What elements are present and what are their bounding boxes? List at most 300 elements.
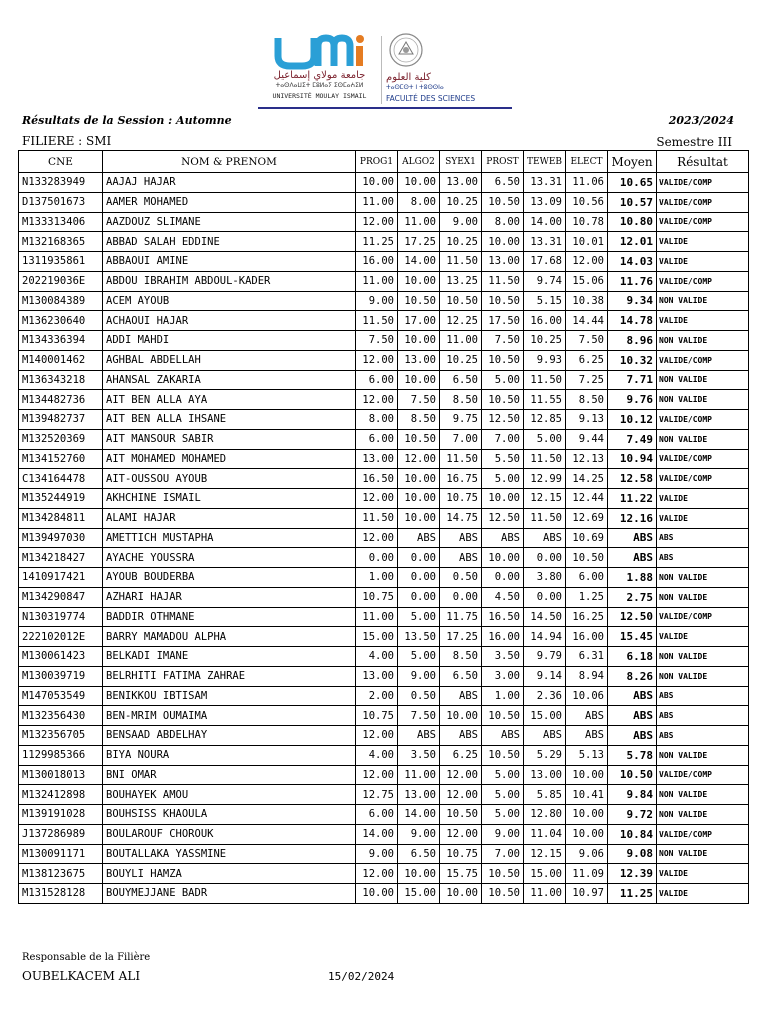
teweb-cell: 12.99 — [524, 469, 566, 489]
teweb-cell: 11.50 — [524, 508, 566, 528]
university-name-tifinagh: ⵜⴰⵙⴷⴰⵡⵉⵜ ⵎⵓⵍⴰⵢ ⵉⵙⵎⴰⵄⵉⵍ — [275, 82, 364, 89]
cne-cell: M136343218 — [19, 370, 103, 390]
algo2-cell: 10.00 — [398, 489, 440, 509]
elect-cell: 16.25 — [566, 607, 608, 627]
elect-cell: 10.78 — [566, 212, 608, 232]
name-cell: AAMER MOHAMED — [103, 192, 356, 212]
resultat-cell: VALIDE/COMP — [657, 824, 749, 844]
algo2-cell: 0.50 — [398, 686, 440, 706]
prost-cell: 3.00 — [482, 666, 524, 686]
elect-cell: 9.13 — [566, 410, 608, 430]
syex1-cell: 11.00 — [440, 331, 482, 351]
prost-cell: 10.50 — [482, 350, 524, 370]
elect-cell: 8.50 — [566, 390, 608, 410]
algo2-cell: 11.00 — [398, 212, 440, 232]
moyen-cell: 12.01 — [608, 232, 657, 252]
cne-cell: 202219036E — [19, 271, 103, 291]
col-header-cne: CNE — [19, 151, 103, 173]
footer-date: 15/02/2024 — [328, 970, 395, 983]
name-cell: ABBAOUI AMINE — [103, 252, 356, 272]
teweb-cell: 10.25 — [524, 331, 566, 351]
syex1-cell: 13.25 — [440, 271, 482, 291]
elect-cell: 10.69 — [566, 528, 608, 548]
algo2-cell: 15.00 — [398, 884, 440, 904]
faculty-name-tifinagh: ⵜⴰⵙⵎⵙⵜ ⵏ ⵜⵓⵙⵙⵏⴰ — [386, 84, 444, 91]
resultat-cell: VALIDE/COMP — [657, 449, 749, 469]
name-cell: BEN-MRIM OUMAIMA — [103, 706, 356, 726]
teweb-cell: 9.93 — [524, 350, 566, 370]
table-row — [19, 864, 749, 884]
algo2-cell: ABS — [398, 726, 440, 746]
name-cell: BADDIR OTHMANE — [103, 607, 356, 627]
name-cell: BIYA NOURA — [103, 745, 356, 765]
algo2-cell: 7.50 — [398, 706, 440, 726]
moyen-cell: 11.76 — [608, 271, 657, 291]
name-cell: AHANSAL ZAKARIA — [103, 370, 356, 390]
prog1-cell: 12.00 — [356, 212, 398, 232]
teweb-cell: 13.09 — [524, 192, 566, 212]
table-row — [19, 528, 749, 548]
resultat-cell: NON VALIDE — [657, 666, 749, 686]
name-cell: BOUHAYEK AMOU — [103, 785, 356, 805]
syex1-cell: ABS — [440, 726, 482, 746]
elect-cell: 10.00 — [566, 765, 608, 785]
syex1-cell: 7.00 — [440, 429, 482, 449]
algo2-cell: 5.00 — [398, 647, 440, 667]
teweb-cell: 14.94 — [524, 627, 566, 647]
name-cell: AKHCHINE ISMAIL — [103, 489, 356, 509]
teweb-cell: 11.00 — [524, 884, 566, 904]
syex1-cell: 6.50 — [440, 370, 482, 390]
table-row — [19, 647, 749, 667]
prog1-cell: 11.50 — [356, 311, 398, 331]
elect-cell: 10.56 — [566, 192, 608, 212]
name-cell: BOUYMEJJANE BADR — [103, 884, 356, 904]
name-cell: BENIKKOU IBTISAM — [103, 686, 356, 706]
name-cell: AIT BEN ALLA AYA — [103, 390, 356, 410]
table-row — [19, 232, 749, 252]
moyen-cell: 10.80 — [608, 212, 657, 232]
prog1-cell: 12.00 — [356, 489, 398, 509]
filiere-label: FILIERE : SMI — [22, 134, 112, 148]
table-row — [19, 726, 749, 746]
moyen-cell: 14.78 — [608, 311, 657, 331]
table-row — [19, 844, 749, 864]
resultat-cell: VALIDE — [657, 232, 749, 252]
table-row — [19, 884, 749, 904]
teweb-cell: 9.14 — [524, 666, 566, 686]
moyen-cell: 5.78 — [608, 745, 657, 765]
resultat-cell: VALIDE — [657, 884, 749, 904]
prog1-cell: 12.00 — [356, 726, 398, 746]
syex1-cell: 10.00 — [440, 884, 482, 904]
elect-cell: 9.44 — [566, 429, 608, 449]
name-cell: AGHBAL ABDELLAH — [103, 350, 356, 370]
table-row — [19, 192, 749, 212]
prog1-cell: 10.75 — [356, 587, 398, 607]
resultat-cell: VALIDE — [657, 311, 749, 331]
elect-cell: 1.25 — [566, 587, 608, 607]
cne-cell: M147053549 — [19, 686, 103, 706]
cne-cell: M132356430 — [19, 706, 103, 726]
resultat-cell: VALIDE/COMP — [657, 350, 749, 370]
moyen-cell: ABS — [608, 548, 657, 568]
moyen-cell: 9.08 — [608, 844, 657, 864]
prost-cell: 16.00 — [482, 627, 524, 647]
cne-cell: M134336394 — [19, 331, 103, 351]
teweb-cell: 16.00 — [524, 311, 566, 331]
teweb-cell: 17.68 — [524, 252, 566, 272]
cne-cell: M130091171 — [19, 844, 103, 864]
table-row — [19, 271, 749, 291]
resultat-cell: VALIDE/COMP — [657, 607, 749, 627]
cne-cell: M134152760 — [19, 449, 103, 469]
cne-cell: M139482737 — [19, 410, 103, 430]
algo2-cell: 14.00 — [398, 252, 440, 272]
resultat-cell: NON VALIDE — [657, 587, 749, 607]
col-header-elect: ELECT — [566, 151, 608, 173]
table-row — [19, 568, 749, 588]
prost-cell: 4.50 — [482, 587, 524, 607]
name-cell: AZHARI HAJAR — [103, 587, 356, 607]
name-cell: BOULAROUF CHOROUK — [103, 824, 356, 844]
algo2-cell: 0.00 — [398, 568, 440, 588]
name-cell: BELKADI IMANE — [103, 647, 356, 667]
prog1-cell: 9.00 — [356, 844, 398, 864]
elect-cell: 14.44 — [566, 311, 608, 331]
table-row — [19, 331, 749, 351]
algo2-cell: 0.00 — [398, 587, 440, 607]
algo2-cell: 12.00 — [398, 449, 440, 469]
elect-cell: 10.50 — [566, 548, 608, 568]
prost-cell: 10.50 — [482, 884, 524, 904]
prog1-cell: 12.00 — [356, 350, 398, 370]
syex1-cell: 10.25 — [440, 350, 482, 370]
prog1-cell: 6.00 — [356, 370, 398, 390]
teweb-cell: 11.50 — [524, 449, 566, 469]
prost-cell: 12.50 — [482, 410, 524, 430]
elect-cell: ABS — [566, 726, 608, 746]
algo2-cell: 10.00 — [398, 469, 440, 489]
elect-cell: 12.69 — [566, 508, 608, 528]
elect-cell: 9.06 — [566, 844, 608, 864]
table-row — [19, 745, 749, 765]
prog1-cell: 2.00 — [356, 686, 398, 706]
cne-cell: 1311935861 — [19, 252, 103, 272]
prost-cell: 10.50 — [482, 390, 524, 410]
table-row — [19, 785, 749, 805]
teweb-cell: 11.55 — [524, 390, 566, 410]
cne-cell: 1129985366 — [19, 745, 103, 765]
prog1-cell: 7.50 — [356, 331, 398, 351]
prog1-cell: 6.00 — [356, 805, 398, 825]
table-row — [19, 252, 749, 272]
table-row — [19, 291, 749, 311]
name-cell: AIT MANSOUR SABIR — [103, 429, 356, 449]
cne-cell: M132412898 — [19, 785, 103, 805]
name-cell: AIT MOHAMED MOHAMED — [103, 449, 356, 469]
algo2-cell: 11.00 — [398, 765, 440, 785]
resultat-cell: ABS — [657, 726, 749, 746]
prost-cell: 5.00 — [482, 805, 524, 825]
semestre-label: Semestre III — [656, 135, 732, 149]
elect-cell: 10.01 — [566, 232, 608, 252]
syex1-cell: 12.00 — [440, 824, 482, 844]
teweb-cell: 9.79 — [524, 647, 566, 667]
moyen-cell: 12.50 — [608, 607, 657, 627]
prog1-cell: 16.00 — [356, 252, 398, 272]
prog1-cell: 13.00 — [356, 666, 398, 686]
table-row — [19, 370, 749, 390]
moyen-cell: 15.45 — [608, 627, 657, 647]
algo2-cell: 17.00 — [398, 311, 440, 331]
prost-cell: 5.00 — [482, 765, 524, 785]
elect-cell: 14.25 — [566, 469, 608, 489]
name-cell: AAZDOUZ SLIMANE — [103, 212, 356, 232]
prost-cell: 10.50 — [482, 291, 524, 311]
name-cell: AIT-OUSSOU AYOUB — [103, 469, 356, 489]
elect-cell: 10.41 — [566, 785, 608, 805]
table-row — [19, 607, 749, 627]
prog1-cell: 13.00 — [356, 449, 398, 469]
resultat-cell: NON VALIDE — [657, 370, 749, 390]
elect-cell: 10.00 — [566, 824, 608, 844]
syex1-cell: 10.75 — [440, 844, 482, 864]
prost-cell: 12.50 — [482, 508, 524, 528]
table-row — [19, 429, 749, 449]
syex1-cell: 10.25 — [440, 192, 482, 212]
resultat-cell: ABS — [657, 528, 749, 548]
resultat-cell: ABS — [657, 706, 749, 726]
cne-cell: 1410917421 — [19, 568, 103, 588]
moyen-cell: 10.84 — [608, 824, 657, 844]
cne-cell: M130061423 — [19, 647, 103, 667]
cne-cell: N133283949 — [19, 173, 103, 193]
algo2-cell: 10.50 — [398, 291, 440, 311]
prog1-cell: 11.00 — [356, 607, 398, 627]
syex1-cell: 16.75 — [440, 469, 482, 489]
resultat-cell: VALIDE — [657, 489, 749, 509]
prost-cell: 10.00 — [482, 489, 524, 509]
prost-cell: ABS — [482, 726, 524, 746]
elect-cell: 6.00 — [566, 568, 608, 588]
moyen-cell: 7.49 — [608, 429, 657, 449]
faculty-name-arabic: كلية العلوم — [386, 72, 431, 83]
elect-cell: 16.00 — [566, 627, 608, 647]
prost-cell: 7.50 — [482, 331, 524, 351]
teweb-cell: 13.31 — [524, 232, 566, 252]
algo2-cell: 10.00 — [398, 271, 440, 291]
moyen-cell: 7.71 — [608, 370, 657, 390]
prost-cell: 13.00 — [482, 252, 524, 272]
algo2-cell: 10.00 — [398, 331, 440, 351]
resultat-cell: NON VALIDE — [657, 647, 749, 667]
prost-cell: 17.50 — [482, 311, 524, 331]
cne-cell: M130018013 — [19, 765, 103, 785]
faculty-logo — [386, 32, 496, 108]
algo2-cell: 7.50 — [398, 390, 440, 410]
cne-cell: M134482736 — [19, 390, 103, 410]
algo2-cell: 13.00 — [398, 785, 440, 805]
algo2-cell: 6.50 — [398, 844, 440, 864]
moyen-cell: 12.58 — [608, 469, 657, 489]
moyen-cell: 11.22 — [608, 489, 657, 509]
cne-cell: M130039719 — [19, 666, 103, 686]
resultat-cell: NON VALIDE — [657, 331, 749, 351]
resultat-cell: VALIDE/COMP — [657, 410, 749, 430]
syex1-cell: 12.00 — [440, 785, 482, 805]
cne-cell: M138123675 — [19, 864, 103, 884]
elect-cell: 10.06 — [566, 686, 608, 706]
col-header-algo2: ALGO2 — [398, 151, 440, 173]
prog1-cell: 4.00 — [356, 745, 398, 765]
prog1-cell: 6.00 — [356, 429, 398, 449]
name-cell: AAJAJ HAJAR — [103, 173, 356, 193]
syex1-cell: 11.75 — [440, 607, 482, 627]
prog1-cell: 11.00 — [356, 192, 398, 212]
elect-cell: ABS — [566, 706, 608, 726]
teweb-cell: 14.00 — [524, 212, 566, 232]
resultat-cell: NON VALIDE — [657, 785, 749, 805]
umi-logo-icon — [272, 34, 372, 70]
teweb-cell: 11.50 — [524, 370, 566, 390]
footer-name: OUBELKACEM ALI — [22, 969, 141, 983]
teweb-cell: 13.00 — [524, 765, 566, 785]
resultat-cell: NON VALIDE — [657, 291, 749, 311]
syex1-cell: ABS — [440, 528, 482, 548]
syex1-cell: 8.50 — [440, 390, 482, 410]
table-row — [19, 469, 749, 489]
prog1-cell: 4.00 — [356, 647, 398, 667]
prog1-cell: 12.00 — [356, 528, 398, 548]
col-header-resultat: Résultat — [657, 151, 749, 173]
teweb-cell: 2.36 — [524, 686, 566, 706]
table-row — [19, 311, 749, 331]
elect-cell: 10.97 — [566, 884, 608, 904]
prost-cell: 5.00 — [482, 469, 524, 489]
table-row — [19, 765, 749, 785]
table-row — [19, 686, 749, 706]
name-cell: BENSAAD ABDELHAY — [103, 726, 356, 746]
teweb-cell: 15.00 — [524, 706, 566, 726]
moyen-cell: 10.57 — [608, 192, 657, 212]
teweb-cell: 3.80 — [524, 568, 566, 588]
resultat-cell: VALIDE/COMP — [657, 469, 749, 489]
teweb-cell: 12.80 — [524, 805, 566, 825]
table-row — [19, 587, 749, 607]
name-cell: ABDOU IBRAHIM ABDOUL-KADER — [103, 271, 356, 291]
algo2-cell: 9.00 — [398, 666, 440, 686]
prog1-cell: 12.75 — [356, 785, 398, 805]
moyen-cell: ABS — [608, 706, 657, 726]
prog1-cell: 16.50 — [356, 469, 398, 489]
col-header-nom: NOM & PRENOM — [103, 151, 356, 173]
prost-cell: 11.50 — [482, 271, 524, 291]
algo2-cell: 13.00 — [398, 350, 440, 370]
prost-cell: 3.50 — [482, 647, 524, 667]
algo2-cell: 5.00 — [398, 607, 440, 627]
prost-cell: 8.00 — [482, 212, 524, 232]
university-name-arabic: جامعة مولاي إسماعيل — [273, 70, 366, 81]
prog1-cell: 1.00 — [356, 568, 398, 588]
prog1-cell: 11.00 — [356, 271, 398, 291]
name-cell: BOUTALLAKA YASSMINE — [103, 844, 356, 864]
cne-cell: M139191028 — [19, 805, 103, 825]
prog1-cell: 10.00 — [356, 173, 398, 193]
algo2-cell: 10.00 — [398, 864, 440, 884]
syex1-cell: 14.75 — [440, 508, 482, 528]
name-cell: BOUYLI HAMZA — [103, 864, 356, 884]
elect-cell: 7.50 — [566, 331, 608, 351]
prost-cell: 10.00 — [482, 548, 524, 568]
footer-responsable: Responsable de la Filière — [22, 952, 151, 963]
moyen-cell: 2.75 — [608, 587, 657, 607]
elect-cell: 12.44 — [566, 489, 608, 509]
teweb-cell: 0.00 — [524, 587, 566, 607]
prost-cell: 10.50 — [482, 706, 524, 726]
col-header-teweb: TEWEB — [524, 151, 566, 173]
teweb-cell: 11.04 — [524, 824, 566, 844]
resultat-cell: ABS — [657, 686, 749, 706]
elect-cell: 11.09 — [566, 864, 608, 884]
name-cell: ALAMI HAJAR — [103, 508, 356, 528]
resultat-cell: NON VALIDE — [657, 805, 749, 825]
prost-cell: 16.50 — [482, 607, 524, 627]
algo2-cell: 10.50 — [398, 429, 440, 449]
moyen-cell: 10.94 — [608, 449, 657, 469]
resultat-cell: VALIDE — [657, 627, 749, 647]
university-name-french: UNIVERSITÉ MOULAY ISMAIL — [272, 92, 367, 100]
moyen-cell: 10.50 — [608, 765, 657, 785]
elect-cell: 8.94 — [566, 666, 608, 686]
prog1-cell: 10.75 — [356, 706, 398, 726]
col-header-prog1: PROG1 — [356, 151, 398, 173]
syex1-cell: 10.00 — [440, 706, 482, 726]
table-row — [19, 508, 749, 528]
teweb-cell: 5.85 — [524, 785, 566, 805]
cne-cell: M132168365 — [19, 232, 103, 252]
teweb-cell: 5.15 — [524, 291, 566, 311]
university-logo — [262, 32, 374, 108]
moyen-cell: 9.34 — [608, 291, 657, 311]
table-header-row — [19, 151, 749, 173]
prog1-cell: 11.25 — [356, 232, 398, 252]
moyen-cell: 11.25 — [608, 884, 657, 904]
prog1-cell: 12.00 — [356, 765, 398, 785]
teweb-cell: 0.00 — [524, 548, 566, 568]
resultat-cell: VALIDE — [657, 252, 749, 272]
syex1-cell: ABS — [440, 686, 482, 706]
elect-cell: 11.06 — [566, 173, 608, 193]
syex1-cell: 12.00 — [440, 765, 482, 785]
name-cell: AMETTICH MUSTAPHA — [103, 528, 356, 548]
syex1-cell: 0.00 — [440, 587, 482, 607]
moyen-cell: 12.16 — [608, 508, 657, 528]
moyen-cell: 9.84 — [608, 785, 657, 805]
elect-cell: 7.25 — [566, 370, 608, 390]
prog1-cell: 8.00 — [356, 410, 398, 430]
prost-cell: 6.50 — [482, 173, 524, 193]
syex1-cell: 9.00 — [440, 212, 482, 232]
table-row — [19, 410, 749, 430]
resultat-cell: VALIDE/COMP — [657, 271, 749, 291]
teweb-cell: 12.15 — [524, 489, 566, 509]
moyen-cell: 6.18 — [608, 647, 657, 667]
cne-cell: M134218427 — [19, 548, 103, 568]
syex1-cell: 10.75 — [440, 489, 482, 509]
syex1-cell: 17.25 — [440, 627, 482, 647]
algo2-cell: 10.00 — [398, 370, 440, 390]
